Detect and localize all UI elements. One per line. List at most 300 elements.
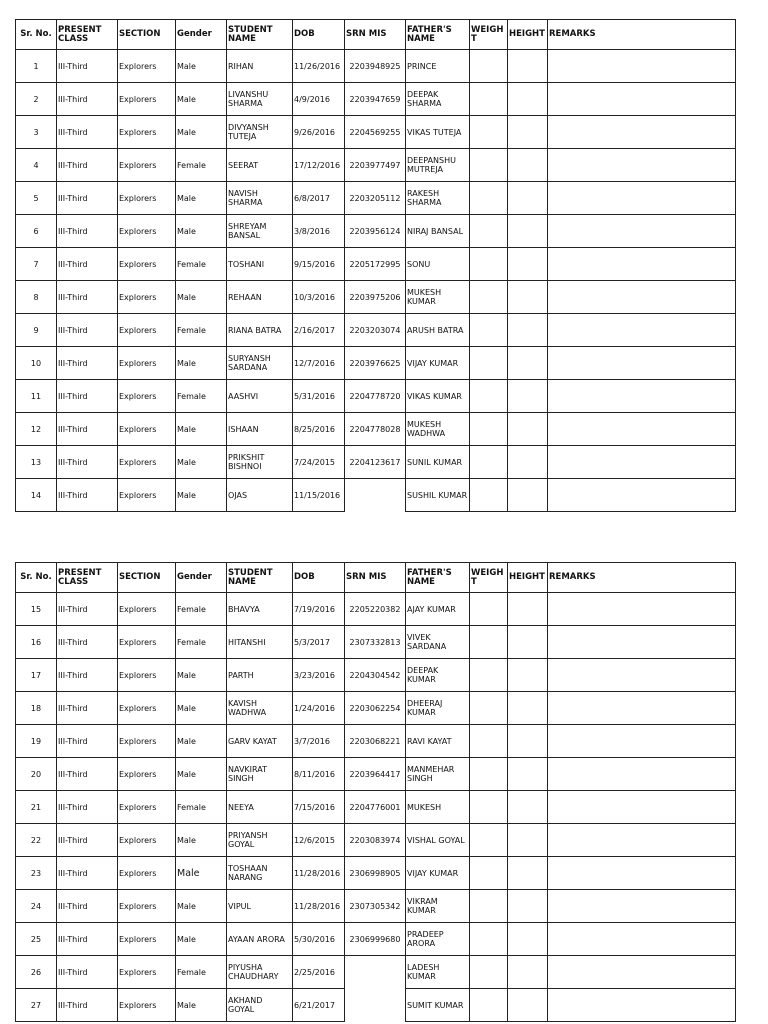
cell-remarks (548, 593, 736, 626)
cell-srn-mis: 2204304542 (345, 659, 406, 692)
cell-gender: Male (176, 923, 227, 956)
cell-fathers-name: MUKESH KUMAR (406, 281, 470, 314)
cell-fathers-name: SUMIT KUMAR (406, 989, 470, 1022)
cell-sr-no: 11 (16, 380, 57, 413)
cell-fathers-name: VIJAY KUMAR (406, 347, 470, 380)
header-remarks: REMARKS (548, 20, 736, 50)
cell-height (508, 314, 548, 347)
cell-remarks (548, 413, 736, 446)
cell-present-class: III-Third (57, 281, 118, 314)
cell-gender: Male (176, 116, 227, 149)
cell-gender: Male (176, 182, 227, 215)
cell-section: Explorers (118, 281, 176, 314)
cell-gender: Male (176, 989, 227, 1022)
cell-weight (470, 281, 508, 314)
cell-height (508, 479, 548, 512)
cell-remarks (548, 149, 736, 182)
table-row (16, 890, 736, 923)
cell-remarks (548, 248, 736, 281)
cell-height (508, 446, 548, 479)
cell-student-name: PIYUSHA CHAUDHARY (227, 956, 293, 989)
cell-present-class: III-Third (57, 248, 118, 281)
table-row (16, 725, 736, 758)
cell-height (508, 215, 548, 248)
table-row (16, 347, 736, 380)
cell-section: Explorers (118, 83, 176, 116)
cell-student-name: AYAAN ARORA (227, 923, 293, 956)
cell-height (508, 692, 548, 725)
cell-fathers-name: MANMEHAR SINGH (406, 758, 470, 791)
cell-dob: 2/25/2016 (293, 956, 345, 989)
cell-fathers-name: VISHAL GOYAL (406, 824, 470, 857)
cell-height (508, 413, 548, 446)
cell-weight (470, 149, 508, 182)
cell-present-class: III-Third (57, 659, 118, 692)
cell-srn-mis: 2203976625 (345, 347, 406, 380)
cell-fathers-name: VIKRAM KUMAR (406, 890, 470, 923)
cell-srn-mis: 2203964417 (345, 758, 406, 791)
header-section: SECTION (118, 20, 176, 50)
cell-dob: 11/28/2016 (293, 890, 345, 923)
cell-fathers-name: DEEPAK SHARMA (406, 83, 470, 116)
cell-sr-no: 5 (16, 182, 57, 215)
cell-section: Explorers (118, 347, 176, 380)
cell-remarks (548, 956, 736, 989)
cell-gender: Female (176, 593, 227, 626)
cell-height (508, 890, 548, 923)
cell-sr-no: 27 (16, 989, 57, 1022)
cell-srn-mis: 2203948925 (345, 50, 406, 83)
cell-section: Explorers (118, 215, 176, 248)
cell-srn-mis: 2205172995 (345, 248, 406, 281)
cell-sr-no: 18 (16, 692, 57, 725)
cell-remarks (548, 83, 736, 116)
cell-dob: 3/7/2016 (293, 725, 345, 758)
cell-weight (470, 593, 508, 626)
cell-weight (470, 83, 508, 116)
cell-weight (470, 923, 508, 956)
header-fathers-name: FATHER'S NAME (406, 563, 470, 593)
cell-weight (470, 380, 508, 413)
cell-gender: Male (176, 413, 227, 446)
cell-sr-no: 10 (16, 347, 57, 380)
cell-present-class: III-Third (57, 923, 118, 956)
cell-height (508, 347, 548, 380)
cell-student-name: RIHAN (227, 50, 293, 83)
cell-remarks (548, 380, 736, 413)
cell-dob: 7/19/2016 (293, 593, 345, 626)
cell-sr-no: 16 (16, 626, 57, 659)
cell-dob: 4/9/2016 (293, 83, 345, 116)
student-table-1 (15, 19, 736, 512)
cell-weight (470, 182, 508, 215)
cell-present-class: III-Third (57, 182, 118, 215)
cell-height (508, 83, 548, 116)
cell-height (508, 50, 548, 83)
cell-sr-no: 23 (16, 857, 57, 890)
cell-fathers-name: PRADEEP ARORA (406, 923, 470, 956)
cell-remarks (548, 182, 736, 215)
cell-srn-mis: 2203203074 (345, 314, 406, 347)
cell-sr-no: 9 (16, 314, 57, 347)
cell-gender: Male (176, 890, 227, 923)
cell-present-class: III-Third (57, 116, 118, 149)
cell-section: Explorers (118, 956, 176, 989)
cell-student-name: AASHVI (227, 380, 293, 413)
cell-section: Explorers (118, 725, 176, 758)
cell-gender: Male (176, 479, 227, 512)
cell-dob: 2/16/2017 (293, 314, 345, 347)
table-row (16, 446, 736, 479)
header-fathers-name: FATHER'S NAME (406, 20, 470, 50)
cell-fathers-name: VIKAS KUMAR (406, 380, 470, 413)
cell-remarks (548, 215, 736, 248)
table-row (16, 479, 736, 512)
cell-fathers-name: SUSHIL KUMAR (406, 479, 470, 512)
cell-fathers-name: DEEPAK KUMAR (406, 659, 470, 692)
cell-fathers-name: SONU (406, 248, 470, 281)
cell-dob: 12/6/2015 (293, 824, 345, 857)
cell-student-name: SEERAT (227, 149, 293, 182)
header-weight: WEIGHT (470, 20, 508, 50)
cell-sr-no: 6 (16, 215, 57, 248)
cell-present-class: III-Third (57, 626, 118, 659)
cell-student-name: BHAVYA (227, 593, 293, 626)
table-row (16, 413, 736, 446)
cell-student-name: VIPUL (227, 890, 293, 923)
cell-gender: Male (176, 50, 227, 83)
cell-section: Explorers (118, 890, 176, 923)
header-gender: Gender (176, 563, 227, 593)
cell-remarks (548, 725, 736, 758)
cell-sr-no: 13 (16, 446, 57, 479)
cell-sr-no: 22 (16, 824, 57, 857)
cell-sr-no: 26 (16, 956, 57, 989)
cell-dob: 9/26/2016 (293, 116, 345, 149)
cell-remarks (548, 479, 736, 512)
cell-present-class: III-Third (57, 989, 118, 1022)
cell-student-name: PRIYANSH GOYAL (227, 824, 293, 857)
cell-dob: 10/3/2016 (293, 281, 345, 314)
cell-fathers-name: VIJAY KUMAR (406, 857, 470, 890)
table-row (16, 758, 736, 791)
cell-dob: 11/28/2016 (293, 857, 345, 890)
table-body (16, 50, 736, 512)
cell-weight (470, 725, 508, 758)
cell-present-class: III-Third (57, 83, 118, 116)
cell-section: Explorers (118, 989, 176, 1022)
cell-dob: 12/7/2016 (293, 347, 345, 380)
cell-present-class: III-Third (57, 758, 118, 791)
cell-present-class: III-Third (57, 50, 118, 83)
header-row (16, 20, 736, 50)
cell-srn-mis: 2204778720 (345, 380, 406, 413)
cell-present-class: III-Third (57, 149, 118, 182)
header-srn-mis: SRN MIS (345, 20, 406, 50)
cell-dob: 17/12/2016 (293, 149, 345, 182)
cell-dob: 7/15/2016 (293, 791, 345, 824)
header-student-name: STUDENT NAME (227, 20, 293, 50)
cell-remarks (548, 923, 736, 956)
cell-present-class: III-Third (57, 380, 118, 413)
header-height: HEIGHT (508, 20, 548, 50)
cell-gender: Female (176, 380, 227, 413)
cell-remarks (548, 659, 736, 692)
cell-student-name: PARTH (227, 659, 293, 692)
cell-remarks (548, 989, 736, 1022)
cell-present-class: III-Third (57, 314, 118, 347)
cell-remarks (548, 626, 736, 659)
cell-section: Explorers (118, 116, 176, 149)
cell-fathers-name: VIVEK SARDANA (406, 626, 470, 659)
cell-srn-mis: 2203956124 (345, 215, 406, 248)
cell-student-name: TOSHAAN NARANG (227, 857, 293, 890)
cell-student-name: SHREYAM BANSAL (227, 215, 293, 248)
cell-height (508, 380, 548, 413)
cell-remarks (548, 824, 736, 857)
header-sr-no: Sr. No. (16, 20, 57, 50)
cell-section: Explorers (118, 149, 176, 182)
cell-fathers-name: AJAY KUMAR (406, 593, 470, 626)
cell-weight (470, 857, 508, 890)
cell-sr-no: 3 (16, 116, 57, 149)
header-section: SECTION (118, 563, 176, 593)
cell-height (508, 149, 548, 182)
table-row (16, 116, 736, 149)
cell-srn-mis: 2204778028 (345, 413, 406, 446)
cell-remarks (548, 314, 736, 347)
table-row (16, 248, 736, 281)
header-srn-mis: SRN MIS (345, 563, 406, 593)
header-weight: WEIGHT (470, 563, 508, 593)
cell-height (508, 116, 548, 149)
cell-height (508, 791, 548, 824)
table-row (16, 380, 736, 413)
cell-section: Explorers (118, 413, 176, 446)
cell-fathers-name: PRINCE (406, 50, 470, 83)
cell-sr-no: 25 (16, 923, 57, 956)
cell-remarks (548, 791, 736, 824)
cell-remarks (548, 116, 736, 149)
cell-srn-mis: 2306998905 (345, 857, 406, 890)
cell-fathers-name: LADESH KUMAR (406, 956, 470, 989)
cell-height (508, 248, 548, 281)
header-student-name: STUDENT NAME (227, 563, 293, 593)
table-row (16, 50, 736, 83)
cell-weight (470, 215, 508, 248)
cell-srn-mis (345, 479, 406, 512)
cell-srn-mis: 2205220382 (345, 593, 406, 626)
cell-section: Explorers (118, 626, 176, 659)
cell-present-class: III-Third (57, 857, 118, 890)
cell-fathers-name: MUKESH (406, 791, 470, 824)
cell-height (508, 857, 548, 890)
cell-sr-no: 1 (16, 50, 57, 83)
cell-weight (470, 890, 508, 923)
cell-section: Explorers (118, 824, 176, 857)
cell-height (508, 989, 548, 1022)
cell-student-name: RIANA BATRA (227, 314, 293, 347)
cell-present-class: III-Third (57, 725, 118, 758)
table-row (16, 791, 736, 824)
header-sr-no: Sr. No. (16, 563, 57, 593)
cell-sr-no: 21 (16, 791, 57, 824)
cell-section: Explorers (118, 479, 176, 512)
header-height: HEIGHT (508, 563, 548, 593)
cell-remarks (548, 692, 736, 725)
cell-sr-no: 8 (16, 281, 57, 314)
cell-srn-mis: 2306999680 (345, 923, 406, 956)
cell-height (508, 923, 548, 956)
cell-student-name: DIVYANSH TUTEJA (227, 116, 293, 149)
cell-section: Explorers (118, 758, 176, 791)
table-row (16, 281, 736, 314)
table-row (16, 692, 736, 725)
cell-srn-mis: 2203947659 (345, 83, 406, 116)
header-present-class: PRESENT CLASS (57, 563, 118, 593)
cell-fathers-name: SUNIL KUMAR (406, 446, 470, 479)
cell-present-class: III-Third (57, 215, 118, 248)
cell-dob: 5/30/2016 (293, 923, 345, 956)
cell-section: Explorers (118, 659, 176, 692)
cell-dob: 1/24/2016 (293, 692, 345, 725)
cell-weight (470, 659, 508, 692)
cell-section: Explorers (118, 593, 176, 626)
cell-gender: Male (176, 857, 227, 890)
cell-weight (470, 446, 508, 479)
cell-dob: 5/31/2016 (293, 380, 345, 413)
cell-srn-mis (345, 989, 406, 1022)
cell-weight (470, 347, 508, 380)
cell-remarks (548, 758, 736, 791)
cell-gender: Male (176, 215, 227, 248)
cell-present-class: III-Third (57, 890, 118, 923)
cell-gender: Male (176, 758, 227, 791)
cell-dob: 6/21/2017 (293, 989, 345, 1022)
cell-fathers-name: DHEERAJ KUMAR (406, 692, 470, 725)
cell-gender: Male (176, 692, 227, 725)
cell-gender: Female (176, 626, 227, 659)
cell-weight (470, 989, 508, 1022)
cell-fathers-name: DEEPANSHU MUTREJA (406, 149, 470, 182)
cell-sr-no: 17 (16, 659, 57, 692)
table-row (16, 824, 736, 857)
cell-student-name: OJAS (227, 479, 293, 512)
cell-weight (470, 758, 508, 791)
cell-dob: 11/26/2016 (293, 50, 345, 83)
table-row (16, 149, 736, 182)
cell-gender: Male (176, 824, 227, 857)
cell-student-name: REHAAN (227, 281, 293, 314)
cell-dob: 5/3/2017 (293, 626, 345, 659)
cell-srn-mis: 2203062254 (345, 692, 406, 725)
cell-present-class: III-Third (57, 479, 118, 512)
table-row (16, 989, 736, 1022)
cell-srn-mis: 2204123617 (345, 446, 406, 479)
cell-fathers-name: NIRAJ BANSAL (406, 215, 470, 248)
header-remarks: REMARKS (548, 563, 736, 593)
cell-gender: Male (176, 281, 227, 314)
cell-fathers-name: RAKESH SHARMA (406, 182, 470, 215)
cell-student-name: TOSHANI (227, 248, 293, 281)
cell-srn-mis: 2307305342 (345, 890, 406, 923)
cell-present-class: III-Third (57, 347, 118, 380)
cell-fathers-name: MUKESH WADHWA (406, 413, 470, 446)
cell-weight (470, 956, 508, 989)
cell-weight (470, 50, 508, 83)
cell-weight (470, 791, 508, 824)
header-present-class: PRESENT CLASS (57, 20, 118, 50)
cell-weight (470, 413, 508, 446)
cell-dob: 3/8/2016 (293, 215, 345, 248)
cell-student-name: PRIKSHIT BISHNOI (227, 446, 293, 479)
cell-dob: 8/25/2016 (293, 413, 345, 446)
cell-sr-no: 4 (16, 149, 57, 182)
header-dob: DOB (293, 20, 345, 50)
cell-fathers-name: RAVI KAYAT (406, 725, 470, 758)
table-row (16, 593, 736, 626)
cell-srn-mis: 2204776001 (345, 791, 406, 824)
cell-student-name: ISHAAN (227, 413, 293, 446)
cell-weight (470, 692, 508, 725)
cell-weight (470, 479, 508, 512)
table-row (16, 659, 736, 692)
cell-height (508, 758, 548, 791)
cell-gender: Male (176, 347, 227, 380)
cell-fathers-name: ARUSH BATRA (406, 314, 470, 347)
cell-gender: Female (176, 314, 227, 347)
table-row (16, 956, 736, 989)
cell-present-class: III-Third (57, 791, 118, 824)
cell-sr-no: 20 (16, 758, 57, 791)
cell-sr-no: 2 (16, 83, 57, 116)
table-row (16, 215, 736, 248)
cell-dob: 11/15/2016 (293, 479, 345, 512)
cell-student-name: NEEYA (227, 791, 293, 824)
cell-weight (470, 626, 508, 659)
cell-gender: Female (176, 248, 227, 281)
cell-student-name: AKHAND GOYAL (227, 989, 293, 1022)
cell-gender: Female (176, 791, 227, 824)
cell-srn-mis: 2203068221 (345, 725, 406, 758)
cell-section: Explorers (118, 923, 176, 956)
cell-remarks (548, 50, 736, 83)
cell-present-class: III-Third (57, 413, 118, 446)
cell-srn-mis: 2307332813 (345, 626, 406, 659)
cell-weight (470, 116, 508, 149)
cell-gender: Female (176, 149, 227, 182)
cell-section: Explorers (118, 248, 176, 281)
cell-sr-no: 7 (16, 248, 57, 281)
cell-gender: Male (176, 725, 227, 758)
cell-srn-mis: 2203977497 (345, 149, 406, 182)
cell-height (508, 824, 548, 857)
cell-dob: 6/8/2017 (293, 182, 345, 215)
table-row (16, 83, 736, 116)
cell-section: Explorers (118, 182, 176, 215)
cell-section: Explorers (118, 692, 176, 725)
cell-gender: Male (176, 446, 227, 479)
cell-dob: 3/23/2016 (293, 659, 345, 692)
table-body (16, 593, 736, 1022)
cell-student-name: LIVANSHU SHARMA (227, 83, 293, 116)
table-row (16, 182, 736, 215)
cell-height (508, 725, 548, 758)
cell-present-class: III-Third (57, 446, 118, 479)
header-gender: Gender (176, 20, 227, 50)
cell-fathers-name: VIKAS TUTEJA (406, 116, 470, 149)
cell-weight (470, 248, 508, 281)
